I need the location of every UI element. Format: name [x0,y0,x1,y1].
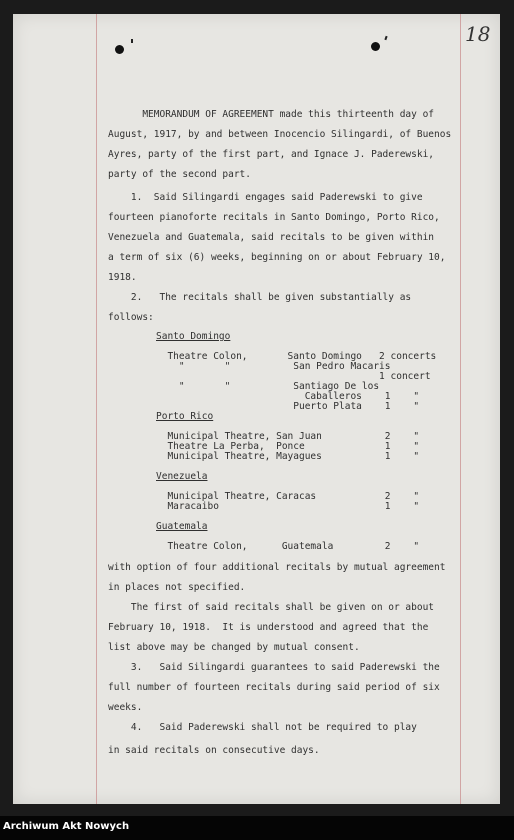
clause1-line-5: 1918. [108,272,137,283]
schedule-heading-porto-rico: Porto Rico [156,411,214,422]
clause4-line-2: in said recitals on consecutive days. [108,745,320,756]
first-recital-line-2: February 10, 1918. It is understood and agreed that the [108,622,429,633]
clause1-line-2: fourteen pianoforte recitals in Santo Domingo, Porto Rico, [108,212,440,223]
clause4-line-1: 4. Said Paderewski shall not be required to play [108,722,417,733]
intro-line-4: party of the second part. [108,169,251,180]
ink-mark-right [384,36,387,40]
clause2-line-2: follows: [108,312,154,323]
clause3-line-2: full number of fourteen recitals during said period of six [108,682,440,693]
intro-line-2: August, 1917, by and between Inocencio Silingardi, of Buenos [108,129,452,140]
option-line-1: with option of four additional recitals by mutual agreement [108,562,446,573]
schedule-row: Theatre La Perba, Ponce 1 " [156,441,420,452]
right-margin-rule [460,14,461,804]
clause2-line-1: 2. The recitals shall be given substantially as [108,292,412,303]
schedule-row: Puerto Plata 1 " [156,401,420,412]
schedule-row: Theatre Colon, Guatemala 2 " [156,541,420,552]
schedule-row: Maracaibo 1 " [156,501,420,512]
schedule-heading-venezuela: Venezuela [156,471,208,482]
clause1-line-3: Venezuela and Guatemala, said recitals to be given within [108,232,435,243]
clause3-line-3: weeks. [108,702,143,713]
punch-hole-left [115,45,124,54]
clause1-line-1: 1. Said Silingardi engages said Paderewski to give [108,192,423,203]
intro-line-3: Ayres, party of the first part, and Ignace J. Paderewski, [108,149,435,160]
schedule-row: 1 concert [156,371,431,382]
punch-hole-right [371,42,380,51]
document-sheet [13,14,500,804]
left-margin-rule [96,14,97,804]
handwritten-page-number: 18 [465,22,491,46]
schedule-heading-santo-domingo: Santo Domingo [156,331,231,342]
schedule-row: " " Santiago De los [156,381,380,392]
clause3-line-1: 3. Said Silingardi guarantees to said Paderewski the [108,662,440,673]
schedule-row: Municipal Theatre, San Juan 2 " [156,431,420,442]
archive-footer-bar [0,816,514,840]
schedule-row: Theatre Colon, Santo Domingo 2 concerts [156,351,437,362]
schedule-row: " " San Pedro Macaris [156,361,391,372]
archive-name-label: Archiwum Akt Nowych [3,821,130,832]
schedule-heading-guatemala: Guatemala [156,521,208,532]
schedule-row: Caballeros 1 " [156,391,420,402]
clause1-line-4: a term of six (6) weeks, beginning on or about February 10, [108,252,446,263]
ink-mark-left [131,39,133,43]
schedule-row: Municipal Theatre, Caracas 2 " [156,491,420,502]
option-line-2: in places not specified. [108,582,246,593]
first-recital-line-1: The first of said recitals shall be given on or about [108,602,435,613]
intro-line-1: MEMORANDUM OF AGREEMENT made this thirteenth day of [108,109,435,120]
first-recital-line-3: list above may be changed by mutual consent. [108,642,360,653]
schedule-row: Municipal Theatre, Mayagues 1 " [156,451,420,462]
